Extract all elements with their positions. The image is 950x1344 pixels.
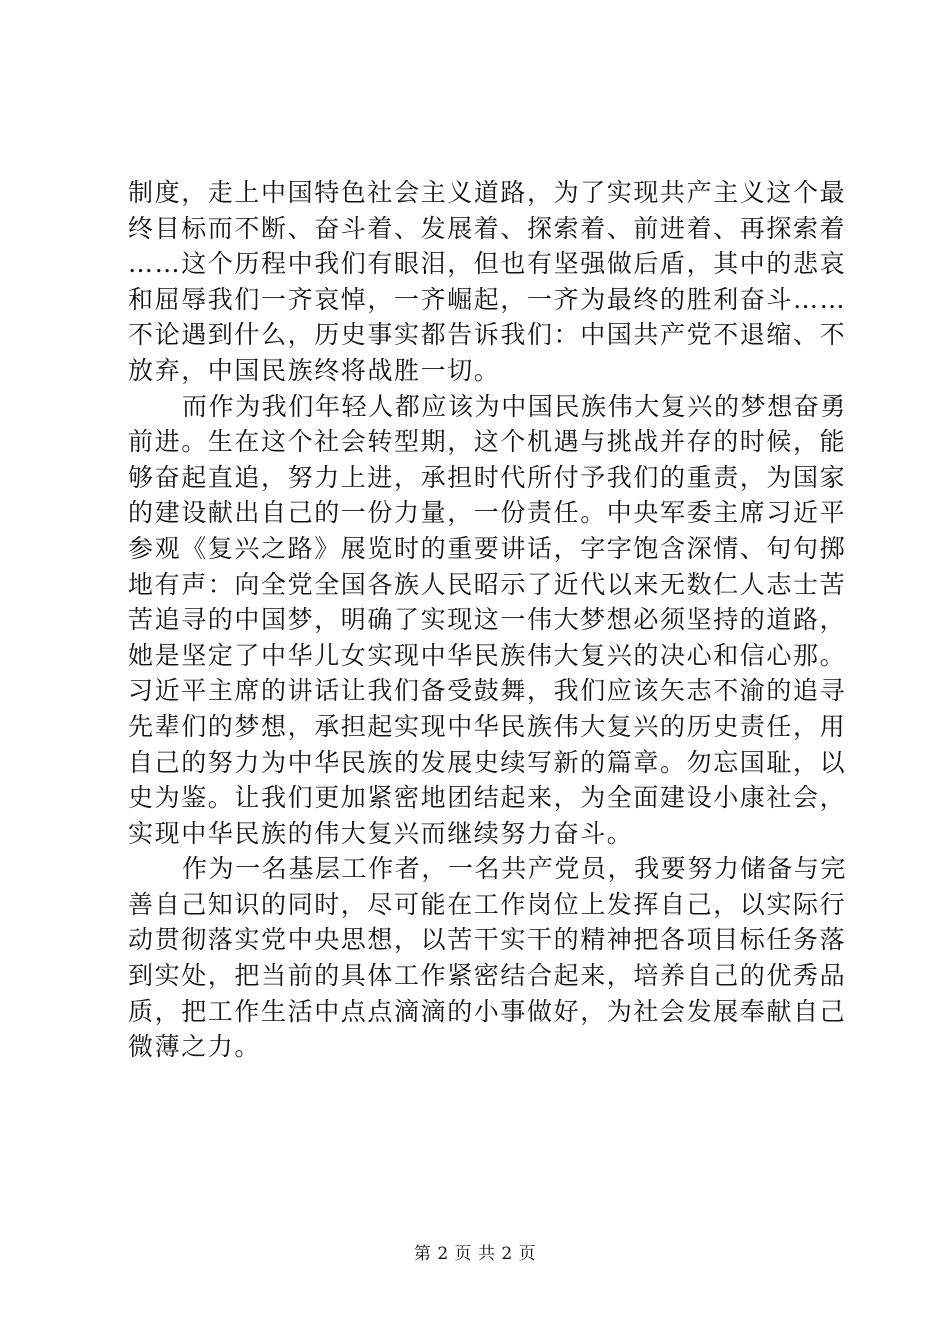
text-line: 终目标而不断、奋斗着、发展着、探索着、前进着、再探索着 — [128, 213, 847, 243]
text-line: 到实处，把当前的具体工作紧密结合起来，培养自己的优秀品 — [128, 961, 847, 991]
document-body — [128, 175, 848, 1065]
text-line: 善自己知识的同时，尽可能在工作岗位上发挥自己，以实际行 — [128, 889, 847, 919]
text-line: 而作为我们年轻人都应该为中国民族伟大复兴的梦想奋勇 — [182, 391, 848, 421]
text-line: 地有声：向全党全国各族人民昭示了近代以来无数仁人志士苦 — [128, 569, 847, 599]
page-footer: 第 2 页 共 2 页 — [413, 1244, 537, 1264]
text-line: 够奋起直追，努力上进，承担时代所付予我们的重责，为国家 — [128, 462, 847, 492]
text-line: 史为鉴。让我们更加紧密地团结起来，为全面建设小康社会， — [128, 783, 847, 813]
text-line: 参观《复兴之路》展览时的重要讲话，字字饱含深情、句句掷 — [128, 533, 847, 563]
text-line: 动贯彻落实党中央思想，以苦干实干的精神把各项目标任务落 — [128, 925, 847, 955]
text-line: 自己的努力为中华民族的发展史续写新的篇章。勿忘国耻，以 — [128, 747, 847, 777]
text-line: 前进。生在这个社会转型期，这个机遇与挑战并存的时候，能 — [128, 427, 847, 457]
text-line: 作为一名基层工作者，一名共产党员，我要努力储备与完 — [182, 854, 848, 884]
text-line: 苦追寻的中国梦，明确了实现这一伟大梦想必须坚持的道路， — [128, 605, 847, 635]
text-line: 和屈辱我们一齐哀悼，一齐崛起，一齐为最终的胜利奋斗…… — [128, 284, 847, 314]
text-line: 质，把工作生活中点点滴滴的小事做好，为社会发展奉献自己 — [128, 996, 847, 1026]
text-line: 不论遇到什么，历史事实都告诉我们：中国共产党不退缩、不 — [128, 320, 847, 350]
text-line: 的建设献出自己的一份力量，一份责任。中央军委主席习近平 — [128, 498, 847, 528]
text-line: 她是坚定了中华儿女实现中华民族伟大复兴的决心和信心那。 — [128, 640, 847, 670]
text-line: ……这个历程中我们有眼泪，但也有坚强做后盾，其中的悲哀 — [128, 249, 847, 279]
text-line: 实现中华民族的伟大复兴而继续努力奋斗。 — [128, 818, 634, 848]
text-line: 微薄之力。 — [128, 1032, 262, 1062]
text-line: 先辈们的梦想，承担起实现中华民族伟大复兴的历史责任，用 — [128, 711, 847, 741]
text-line: 习近平主席的讲话让我们备受鼓舞，我们应该矢志不渝的追寻 — [128, 676, 847, 706]
text-line: 制度，走上中国特色社会主义道路，为了实现共产主义这个最 — [128, 178, 847, 207]
text-line: 放弃，中国民族终将战胜一切。 — [128, 355, 501, 385]
